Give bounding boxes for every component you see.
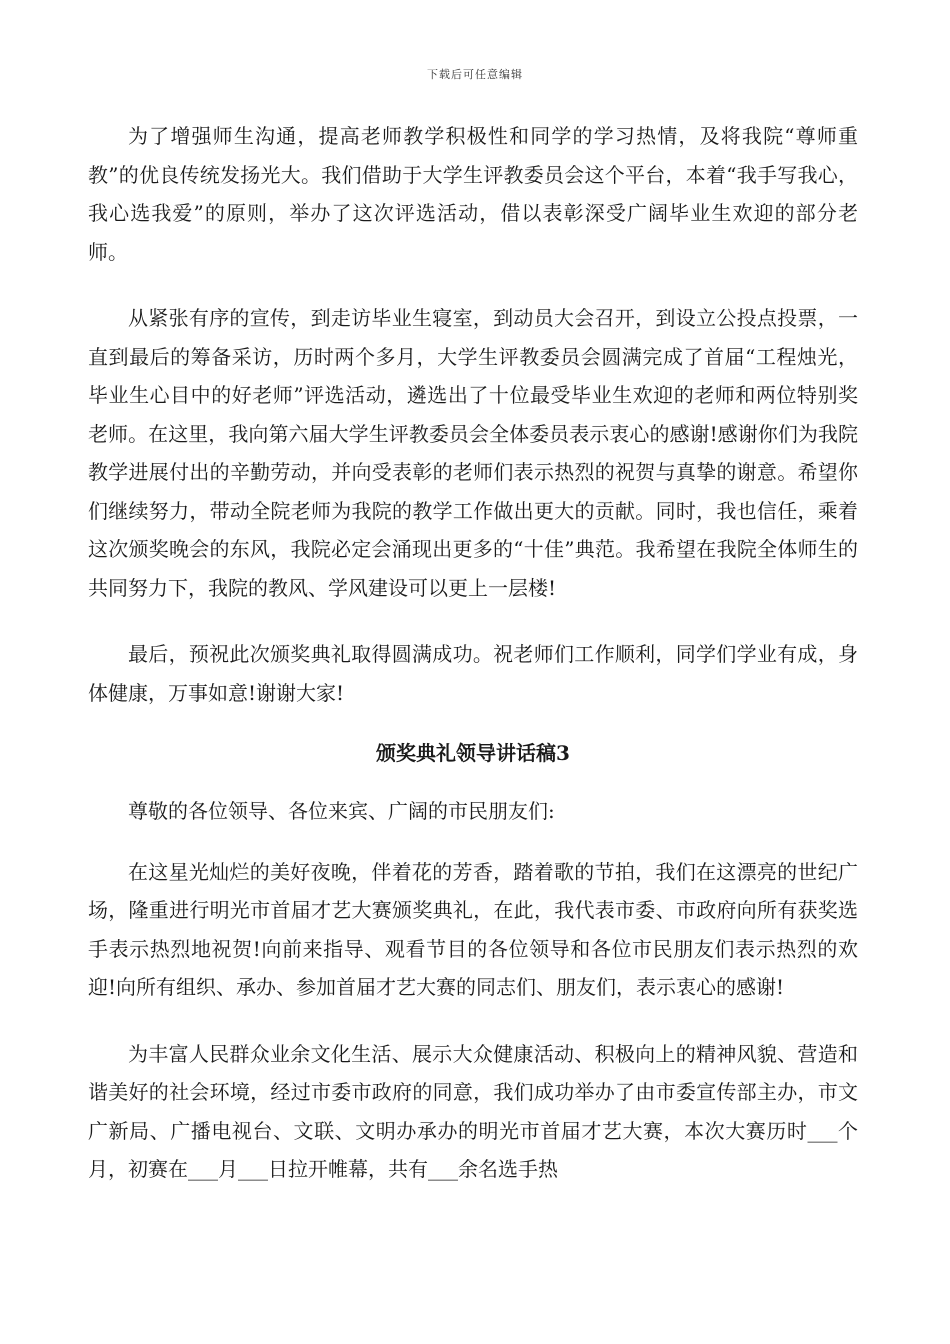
document-body xyxy=(88,117,858,1217)
header-note: 下载后可任意编辑 xyxy=(427,68,523,81)
paragraph: 在这星光灿烂的美好夜晚，伴着花的芳香，踏着歌的节拍，我们在这漂亮的世纪广场，隆重进行明光市首届才艺大赛颁奖典礼，在此，我代表市委、市政府向所有获奖选手表示热烈地祝贺!向前来指导、观看节目的各位领导和各位市民朋友们表示热烈的欢迎!向所有组织、承办、参加首届才艺大赛的同志们、朋友们，表示衷心的感谢! xyxy=(88,859,858,999)
greeting-paragraph: 尊敬的各位领导、各位来宾、广阔的市民朋友们: xyxy=(128,799,555,823)
section-heading: 颁奖典礼领导讲话稿3 xyxy=(376,741,570,765)
paragraph: 最后，预祝此次颁奖典礼取得圆满成功。祝老师们工作顺利，同学们学业有成，身体健康，万事如意!谢谢大家! xyxy=(88,642,858,705)
paragraph: 从紧张有序的宣传，到走访毕业生寝室，到动员大会召开，到设立公投点投票，一直到最后的筹备采访，历时两个多月，大学生评教委员会圆满完成了首届“工程烛光，毕业生心目中的好老师”评选活动，遴选出了十位最受毕业生欢迎的老师和两位特别奖老师。在这里，我向第六届大学生评教委员会全体委员表示衷心的感谢!感谢你们为我院教学进展付出的辛勤劳动，并向受表彰的老师们表示热烈的祝贺与真挚的谢意。希望你们继续努力，带动全院老师为我院的教学工作做出更大的贡献。同时，我也信任，乘着这次颁奖晚会的东风，我院必定会涌现出更多的“十佳”典范。我希望在我院全体师生的共同努力下，我院的教风、学风建设可以更上一层楼! xyxy=(88,306,858,600)
paragraph: 为丰富人民群众业余文化生活、展示大众健康活动、积极向上的精神风貌、营造和谐美好的社会环境，经过市委市政府的同意，我们成功举办了由市委宣传部主办，市文广新局、广播电视台、文联、文明办承办的明光市首届才艺大赛，本次大赛历时___个月，初赛在___月___日拉开帷幕，共有___余名选手热 xyxy=(88,1041,858,1181)
paragraph: 为了增强师生沟通，提高老师教学积极性和同学的学习热情，及将我院“尊师重教”的优良传统发扬光大。我们借助于大学生评教委员会这个平台，本着“我手写我心，我心选我爱”的原则，举办了这次评选活动，借以表彰深受广阔毕业生欢迎的部分老师。 xyxy=(88,124,858,264)
